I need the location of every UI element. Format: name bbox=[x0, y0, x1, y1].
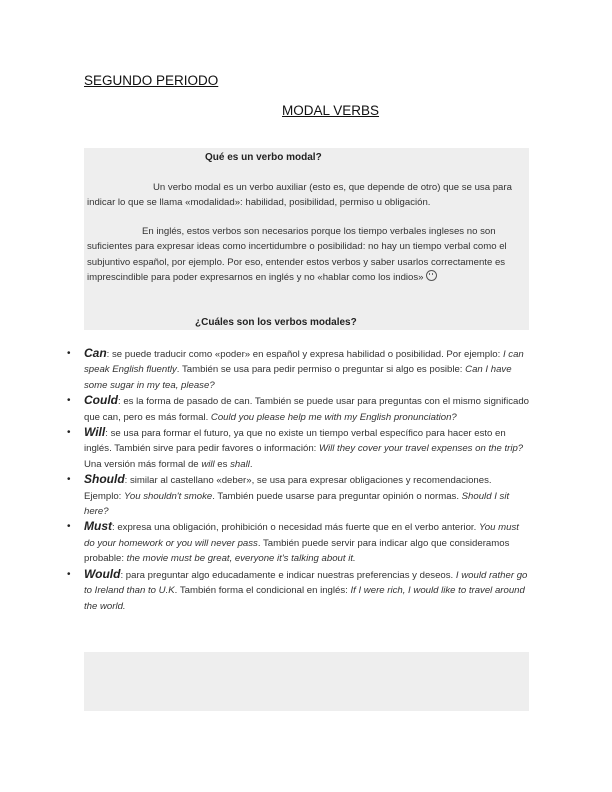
verb-term: Could bbox=[84, 393, 118, 408]
modal-verbs-list bbox=[67, 346, 529, 614]
verb-example: I can speak English fluently bbox=[84, 349, 524, 376]
bullet-icon: • bbox=[67, 395, 71, 407]
verb-text: : se puede traducir como «poder» en español y expresa habilidad o posibilidad. Por ejemplo: bbox=[106, 349, 503, 360]
verb-text: . También puede usarse para preguntar opinión o normas. bbox=[212, 490, 462, 502]
intro-paragraph-2: En inglés, estos verbos son necesarios porque los tiempo verbales ingleses no son suficientes para expresar ideas como incertidumbre o posibilidad: no hay un tiempo verbal como el subjuntivo español, por ejemplo. Por eso, entender estos verbos y saber usarlos correctamente es imprescindible para poder expresarnos en inglés y no «hablar como los indios» bbox=[87, 226, 507, 283]
list-item bbox=[67, 425, 529, 472]
verb-text: es bbox=[214, 458, 231, 470]
question-heading-2: ¿Cuáles son los verbos modales? bbox=[195, 317, 357, 328]
verb-example: You shouldn't smoke bbox=[124, 490, 213, 502]
question-heading-1: Qué es un verbo modal? bbox=[205, 152, 322, 163]
empty-box bbox=[84, 652, 529, 711]
verb-term: Will bbox=[84, 425, 106, 440]
verb-text: : expresa una obligación, prohibición o necesidad más fuerte que en el verbo anterior. bbox=[112, 522, 479, 534]
verb-text: : se usa para formar el futuro, ya que no existe un tiempo verbal específico para hacer esto en inglés. También sirve para pedir favores o información: bbox=[84, 428, 506, 455]
verb-term: Would bbox=[84, 566, 121, 581]
verb-text: . También forma el condicional en inglés: bbox=[174, 585, 351, 597]
list-item bbox=[67, 393, 529, 425]
verb-example: shall bbox=[230, 458, 250, 470]
verb-example: Should I sit here? bbox=[84, 490, 510, 518]
bullet-icon: • bbox=[67, 474, 71, 486]
verb-example: will bbox=[201, 458, 215, 470]
list-item bbox=[67, 346, 529, 393]
verb-text: . También se usa para pedir permiso o preguntar si algo es posible: bbox=[176, 364, 466, 376]
intro-paragraph-1: Un verbo modal es un verbo auxiliar (esto es, que depende de otro) que se usa para indicar lo que se llama «modalidad»: habilidad, posibilidad, permiso u obligación. bbox=[87, 182, 512, 209]
bullet-icon: • bbox=[67, 521, 71, 533]
list-item bbox=[67, 519, 529, 566]
verb-text: : similar al castellano «deber», se usa para expresar obligaciones y recomendaciones. Ejemplo: bbox=[84, 475, 492, 502]
verb-example: Can I have some sugar in my tea, please? bbox=[84, 364, 512, 391]
verb-text: . También puede servir para indicar algo que consideramos probable: bbox=[84, 537, 510, 565]
verb-example: Could you please help me with my English pronunciation? bbox=[210, 411, 457, 423]
bullet-icon: • bbox=[67, 348, 71, 359]
bullet-icon: • bbox=[67, 568, 71, 580]
section-heading: SEGUNDO PERIODO bbox=[84, 73, 219, 88]
bullet-icon: • bbox=[67, 427, 71, 439]
verb-example: If I were rich, I would like to travel around the world. bbox=[84, 585, 525, 612]
list-item bbox=[67, 566, 529, 614]
verb-text: : es la forma de pasado de can. También se puede usar para preguntas con el mismo significado que can, pero es más formal. bbox=[84, 396, 529, 423]
verb-example: Will they cover your travel expenses on the trip? bbox=[319, 443, 524, 455]
verb-term: Should bbox=[84, 472, 125, 487]
verb-text: : para preguntar algo educadamente e indicar nuestras preferencias y deseos. bbox=[120, 569, 456, 581]
verb-term: Can bbox=[84, 346, 107, 360]
verb-text: Una versión más formal de bbox=[84, 458, 202, 470]
verb-text: . bbox=[249, 458, 253, 470]
verb-term: Must bbox=[84, 519, 112, 534]
smiley-icon bbox=[426, 270, 437, 281]
verb-example: You must do your homework or you will never pass bbox=[84, 522, 519, 549]
verb-example: I would rather go to Ireland than to U.K bbox=[84, 569, 528, 597]
list-item bbox=[67, 472, 529, 519]
page-title: MODAL VERBS bbox=[282, 103, 380, 118]
verb-example: the movie must be great, everyone it's talking about it. bbox=[126, 553, 356, 565]
